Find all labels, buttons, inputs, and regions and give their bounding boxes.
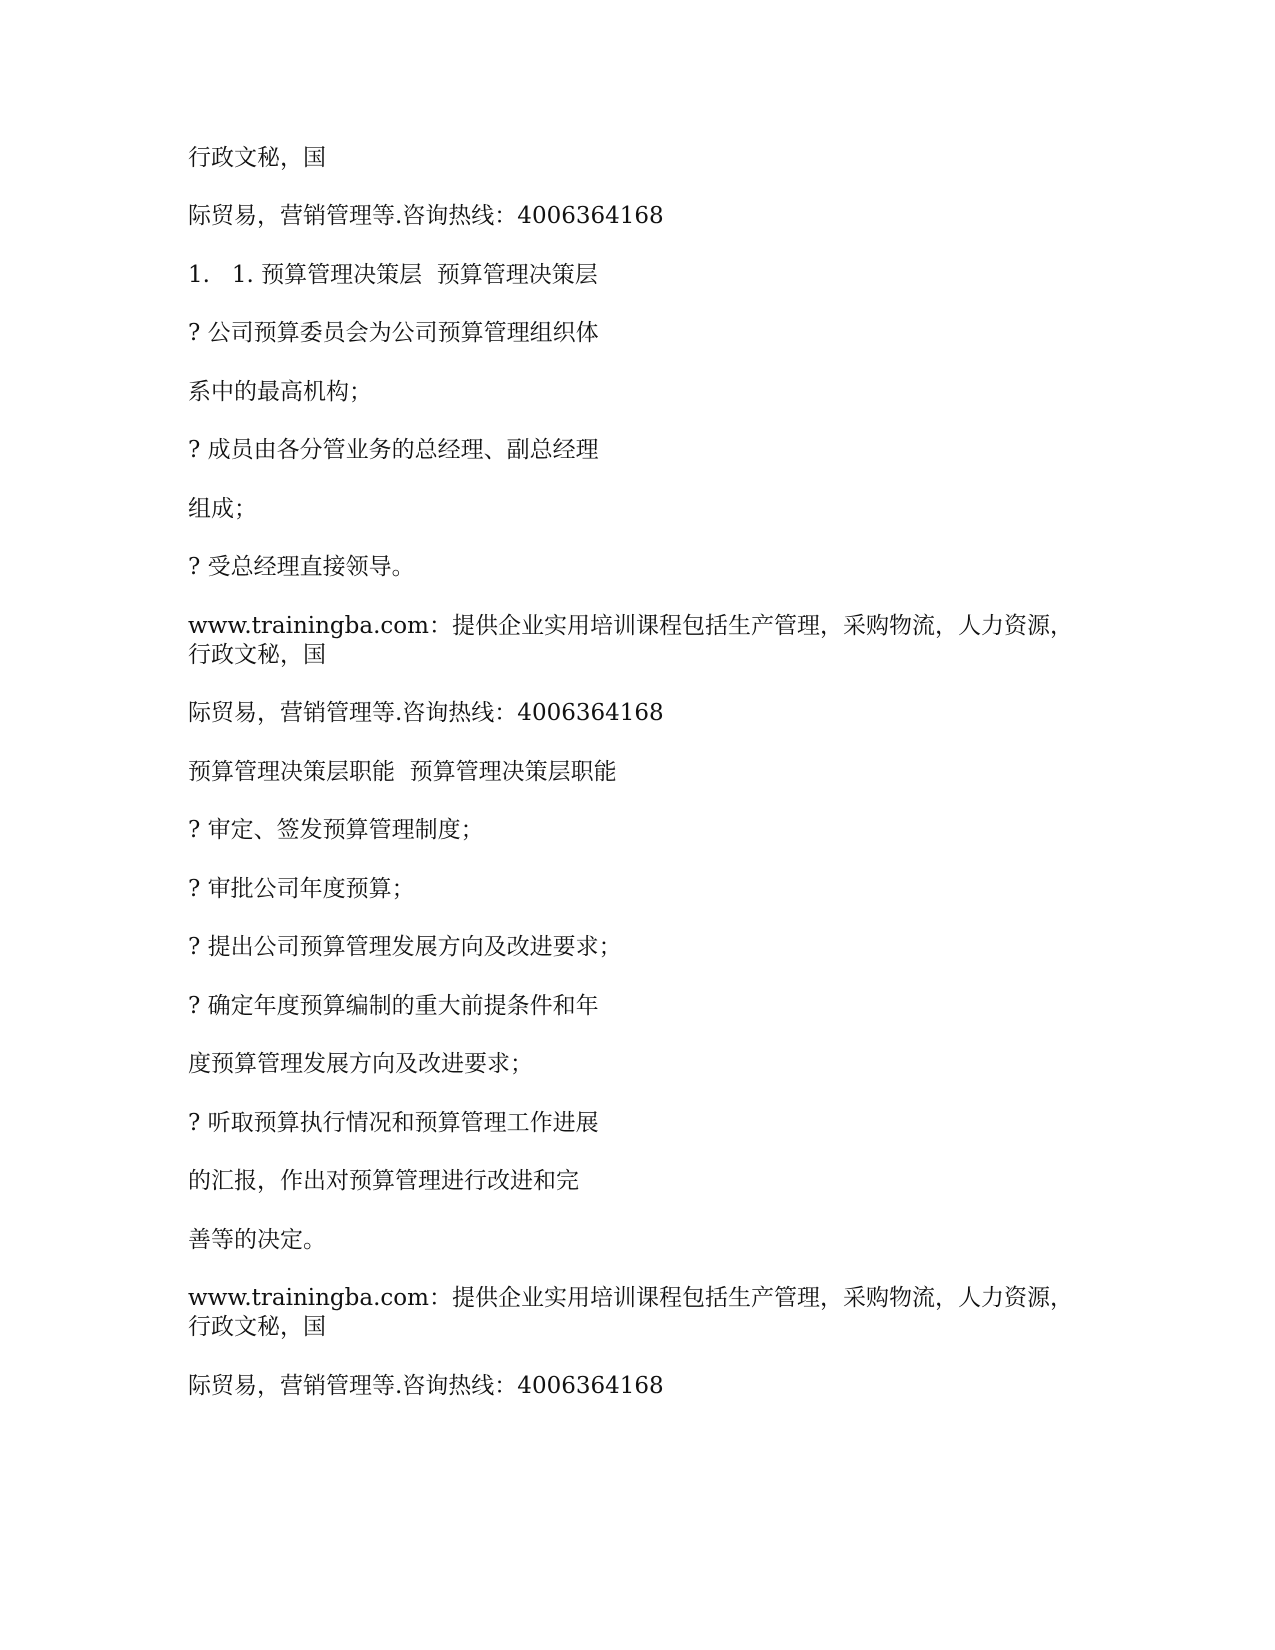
hotline-line: 际贸易，营销管理等.咨询热线：4006364168 xyxy=(188,700,664,726)
text-line: 善等的决定。 xyxy=(188,1227,326,1253)
bullet-item: ? 提出公司预算管理发展方向及改进要求； xyxy=(188,934,622,960)
hotline-line: 际贸易，营销管理等.咨询热线：4006364168 xyxy=(188,1373,664,1399)
website-line: www.trainingba.com：提供企业实用培训课程包括生产管理，采购物流，人力资源， xyxy=(188,1285,1073,1311)
text-line: 系中的最高机构； xyxy=(188,379,372,405)
text-line: 行政文秘，国 xyxy=(188,145,326,171)
text-line: 行政文秘，国 xyxy=(188,1314,326,1340)
section-heading: 预算管理决策层职能 预算管理决策层职能 xyxy=(188,759,617,785)
bullet-item: ? 确定年度预算编制的重大前提条件和年 xyxy=(188,993,599,1019)
bullet-item: ? 公司预算委员会为公司预算管理组织体 xyxy=(188,320,599,346)
bullet-item: ? 审批公司年度预算； xyxy=(188,876,415,902)
text-line: 的汇报，作出对预算管理进行改进和完 xyxy=(188,1168,579,1194)
section-heading: 1. 1. 预算管理决策层 预算管理决策层 xyxy=(188,262,598,288)
text-line: 度预算管理发展方向及改进要求； xyxy=(188,1051,533,1077)
bullet-item: ? 受总经理直接领导。 xyxy=(188,554,415,580)
bullet-item: ? 审定、签发预算管理制度； xyxy=(188,817,484,843)
website-line: www.trainingba.com：提供企业实用培训课程包括生产管理，采购物流，人力资源， xyxy=(188,613,1073,639)
hotline-line: 际贸易，营销管理等.咨询热线：4006364168 xyxy=(188,203,664,229)
bullet-item: ? 听取预算执行情况和预算管理工作进展 xyxy=(188,1110,599,1136)
bullet-item: ? 成员由各分管业务的总经理、副总经理 xyxy=(188,437,599,463)
text-line: 行政文秘，国 xyxy=(188,642,326,668)
text-line: 组成； xyxy=(188,496,257,522)
